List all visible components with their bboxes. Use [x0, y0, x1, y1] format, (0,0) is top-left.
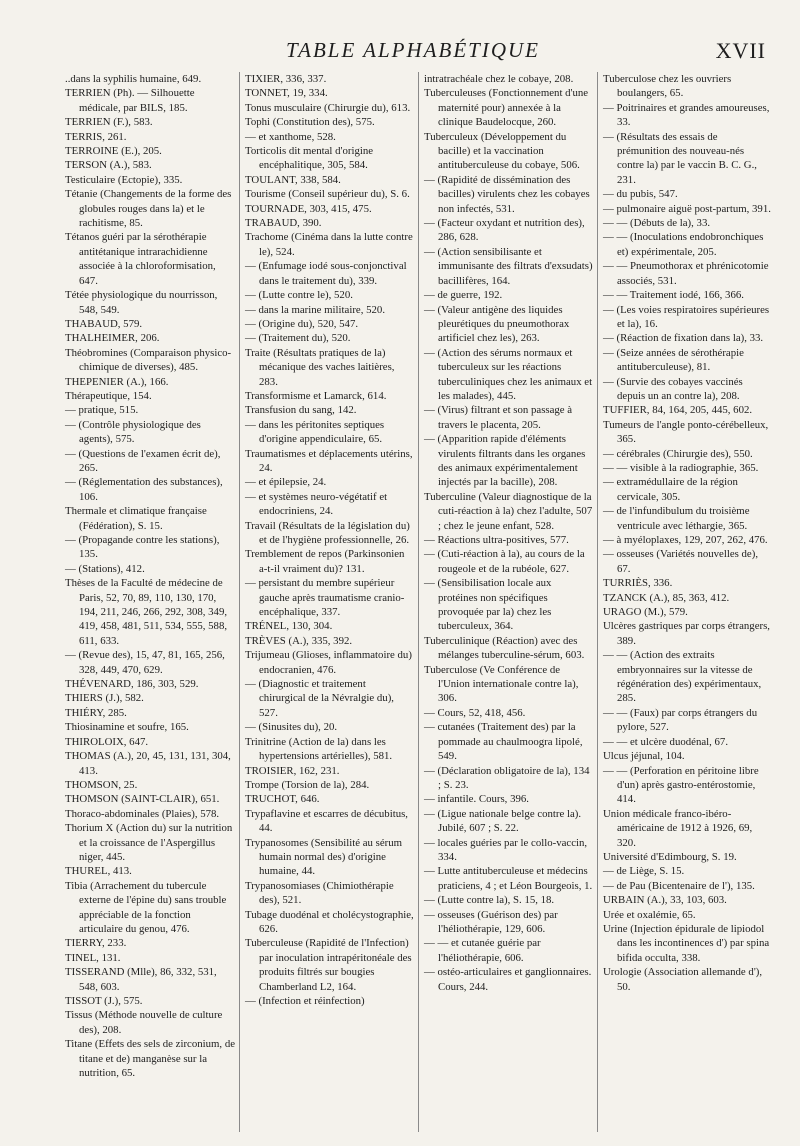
index-entry: Université d'Edimbourg, S. 19.	[603, 850, 737, 863]
index-entry: — du pubis, 547.	[603, 188, 678, 201]
index-entry: Tuberculeuses (Fonctionnement d'une maternité pour) annexée à la clinique Baudelocque, 260.	[424, 87, 589, 129]
index-entry: Tourisme (Conseil supérieur du), S. 6.	[245, 188, 410, 201]
index-entry: Transformisme et Lamarck, 614.	[245, 389, 387, 402]
index-entry: Trypanosomes (Sensibilité au sérum humain normal des) d'origine humaine, 44.	[245, 836, 403, 878]
page-number: XVII	[715, 38, 766, 63]
index-entry: Thermale et climatique française (Fédération), S. 15.	[65, 505, 207, 532]
page-header	[60, 38, 766, 68]
index-entry: THIÉRY, 285.	[65, 706, 127, 719]
index-entry: — (Cuti-réaction à la), au cours de la rougeole et de la rubéole, 627.	[424, 548, 585, 575]
index-entry: Urée et oxalémie, 65.	[603, 908, 696, 921]
index-entry: — cérébrales (Chirurgie des), 550.	[603, 447, 753, 460]
index-entry: Traite (Résultats pratiques de la) mécanique des vaches laitières, 283.	[245, 346, 395, 388]
index-entry: Transfusion du sang, 142.	[245, 404, 357, 417]
index-entry: Tétanos guéri par la sérothérapie antitétanique intrarachidienne associée à la chloroformisation, 647.	[65, 231, 216, 287]
index-entry: Trypaflavine et escarres de décubitus, 44.	[245, 807, 408, 835]
index-entry: Thoraco-abdominales (Plaies), 578.	[65, 807, 220, 820]
index-entry: — (Apparition rapide d'éléments virulents filtrants dans les organes des animaux expérimentalement injectés par la bacille), 208.	[424, 433, 586, 489]
index-entry: THÉVENARD, 186, 303, 529.	[65, 678, 199, 691]
index-entry: — (Réglementation des substances), 106.	[65, 476, 223, 503]
index-entry: — (Propagande contre les stations), 135.	[65, 534, 220, 561]
index-entry: TRÉNEL, 130, 304.	[245, 620, 333, 633]
index-entry: THOMAS (A.), 20, 45, 131, 131, 304, 413.	[65, 750, 231, 777]
index-entry: — (Les voies respiratoires supérieures et la), 16.	[603, 303, 770, 330]
index-entry: URAGO (M.), 579.	[603, 606, 688, 619]
index-entry: Tumeurs de l'angle ponto-cérébelleux, 365.	[603, 418, 769, 446]
index-entry: TZANCK (A.), 85, 363, 412.	[603, 591, 730, 604]
index-entry: — et épilepsie, 24.	[245, 476, 327, 489]
index-entry: TERRIS, 261.	[65, 130, 127, 143]
index-entry: Tonus musculaire (Chirurgie du), 613.	[245, 101, 411, 114]
index-entry: Trompe (Torsion de la), 284.	[245, 778, 370, 791]
index-entry: THEPENIER (A.), 166.	[65, 375, 169, 388]
index-entry: TRÈVES (A.), 335, 392.	[245, 634, 353, 647]
index-entry: — et xanthome, 528.	[245, 130, 336, 143]
index-entry: — — (Action des extraits embryonnaires sur la vitesse de régénération des) expérimentaux, 285.	[603, 649, 762, 705]
index-entry: TOURNADE, 303, 415, 475.	[245, 202, 372, 215]
index-entry: Tuberculinique (Réaction) avec des mélanges tuberculine-sérum, 603.	[424, 634, 585, 662]
index-entry: Tuberculeuse (Rapidité de l'Infection) par inoculation intrapéritonéale des produits filtrés sur bougies Chamberland L2, 164.	[245, 937, 412, 993]
index-column-3	[418, 72, 597, 1132]
index-entry: TOULANT, 338, 584.	[245, 173, 341, 186]
index-entry: THALHEIMER, 206.	[65, 332, 160, 345]
index-entry: THIROLOIX, 647.	[65, 735, 149, 748]
index-entry: THUREL, 413.	[65, 865, 132, 878]
index-entry: Titane (Effets des sels de zirconium, de titane et de) manganèse sur la nutrition, 65.	[65, 1038, 236, 1080]
index-entry: TURRIÈS, 336.	[603, 577, 673, 590]
index-entry: — (Traitement du), 520.	[245, 332, 351, 345]
index-column-1	[60, 72, 239, 1132]
index-entry: Thèses de la Faculté de médecine de Paris, 52, 70, 89, 110, 130, 170, 194, 211, 246, 266, 292, 308, 349, 419, 458, 481, 511, 534, 555, 588, 611, 633.	[65, 577, 228, 647]
index-entry: Tophi (Constitution des), 575.	[245, 116, 375, 129]
index-entry: TIERRY, 233.	[65, 937, 127, 950]
index-entry: — ostéo-articulaires et ganglionnaires. Cours, 244.	[424, 966, 592, 993]
index-entry: — (Seize années de sérothérapie antituberculeuse), 81.	[603, 346, 744, 374]
index-entry: — (Ligue nationale belge contre la). Jubilé, 607 ; S. 22.	[424, 807, 582, 835]
index-entry: THIERS (J.), 582.	[65, 692, 144, 705]
index-entry: — — (Perforation en péritoine libre d'un) après gastro-entérostomie, 414.	[603, 764, 759, 806]
index-entry: — osseuses (Guérison des) par l'héliothérapie, 129, 606.	[424, 908, 558, 935]
index-entry: — (Action sensibilisante et immunisante des filtrats d'exsudats) bacillifères, 164.	[424, 245, 593, 287]
index-entry: — (Diagnostic et traitement chirurgical de la Névralgie du), 527.	[245, 678, 395, 719]
index-entry: ..dans la syphilis humaine, 649.	[65, 73, 202, 85]
index-entry: — dans la marine militaire, 520.	[245, 303, 386, 316]
index-entry: TISSOT (J.), 575.	[65, 995, 143, 1007]
index-entry: — extramédullaire de la région cervicale, 305.	[603, 476, 738, 503]
index-entry: THABAUD, 579.	[65, 317, 143, 330]
index-entry: — persistant du membre supérieur gauche après traumatisme cranio-encéphalique, 337.	[245, 577, 405, 619]
index-entry: — (Stations), 412.	[65, 562, 145, 575]
index-entry: — (Lutte contre la), S. 15, 18.	[424, 894, 555, 907]
index-entry: — — (Inoculations endobronchiques et) expérimentale, 205.	[603, 231, 764, 258]
index-entry: TERRIEN (F.), 583.	[65, 116, 153, 129]
index-entry: — et systèmes neuro-végétatif et endocriniens, 24.	[245, 490, 388, 518]
index-entry: Tétée physiologique du nourrisson, 548, 549.	[65, 289, 218, 316]
index-entry: Trachome (Cinéma dans la lutte contre le), 524.	[245, 231, 413, 258]
index-entry: Torticolis dit mental d'origine encéphalitique, 305, 584.	[245, 145, 374, 172]
index-entry: Urologie (Association allemande d'), 50.	[603, 966, 763, 993]
index-entry: — (Sensibilisation locale aux protéines non spécifiques provoquée par la) chez les tuberculeux, 364.	[424, 577, 552, 633]
index-entry: Ulcus jéjunal, 104.	[603, 750, 685, 763]
index-entry: — (Origine du), 520, 547.	[245, 317, 359, 330]
index-entry: — (Réaction de fixation dans la), 33.	[603, 332, 764, 345]
index-entry: THOMSON (SAINT-CLAIR), 651.	[65, 793, 220, 806]
index-column-2	[239, 72, 418, 1132]
index-entry: — Poitrinaires et grandes amoureuses, 33.	[603, 101, 770, 129]
index-entry: — pulmonaire aiguë post-partum, 391.	[603, 202, 771, 215]
index-entry: — — visible à la radiographie, 365.	[603, 461, 759, 474]
index-entry: — (Sinusites du), 20.	[245, 721, 338, 734]
index-entry: — (Action des sérums normaux et tuberculeux sur les réactions tuberculiniques chez les animaux et les malades), 445.	[424, 346, 593, 402]
index-entry: TUFFIER, 84, 164, 205, 445, 602.	[603, 404, 753, 417]
index-entry: Tubage duodénal et cholécystographie, 626.	[245, 908, 414, 935]
index-entry: intratrachéale chez le cobaye, 208.	[424, 73, 574, 85]
index-entry: Tremblement de repos (Parkinsonien a-t-il vraiment du)? 131.	[245, 548, 405, 575]
index-entry: — dans les péritonites septiques d'origine appendiculaire, 65.	[245, 418, 385, 446]
index-entry: Urine (Injection épidurale de lipiodol dans les incontinences d') par spina bifida occulta, 338.	[603, 922, 770, 964]
index-entry: Traumatismes et déplacements utérins, 24.	[245, 447, 413, 474]
index-entry: — (Revue des), 15, 47, 81, 165, 256, 328, 449, 470, 629.	[65, 649, 225, 676]
index-entry: — (Contrôle physiologique des agents), 575.	[65, 418, 201, 446]
index-entry: — (Lutte contre le), 520.	[245, 289, 353, 302]
index-entry: — Cours, 52, 418, 456.	[424, 706, 526, 719]
index-entry: — pratique, 515.	[65, 404, 139, 417]
index-entry: — de Pau (Bicentenaire de l'), 135.	[603, 879, 755, 892]
index-entry: — — et ulcère duodénal, 67.	[603, 735, 729, 748]
index-entry: TRUCHOT, 646.	[245, 793, 320, 806]
index-entry: — — Pneumothorax et phrénicotomie associés, 531.	[603, 260, 769, 287]
index-entry: URBAIN (A.), 33, 103, 603.	[603, 894, 727, 907]
index-entry: — (Résultats des essais de prémunition des nouveau-nés contre la) par le vaccin B. C. G., 231.	[603, 130, 758, 186]
index-entry: — (Rapidité de dissémination des bacilles) virulents chez les cobayes non infectés, 531.	[424, 173, 590, 215]
index-entry: Thorium X (Action du) sur la nutrition et la croissance de l'Aspergillus niger, 445.	[65, 822, 233, 863]
index-entry: Thérapeutique, 154.	[65, 389, 152, 402]
index-entry: — de guerre, 192.	[424, 289, 503, 302]
index-entry: Testiculaire (Ectopie), 335.	[65, 173, 183, 186]
index-entry: — de Liège, S. 15.	[603, 865, 685, 878]
index-entry: — (Enfumage iodé sous-conjonctival dans le traitement du), 339.	[245, 260, 407, 287]
index-entry: — locales guéries par le collo-vaccin, 334.	[424, 836, 588, 863]
index-entry: Trinitrine (Action de la) dans les hypertensions artérielles), 581.	[245, 735, 393, 763]
index-entry: Travail (Résultats de la législation du) et de l'hygiène professionnelle, 26.	[245, 519, 410, 546]
index-entry: Union médicale franco-ibéro-américaine de 1912 à 1926, 69, 320.	[603, 807, 753, 849]
index-entry: — — (Débuts de la), 33.	[603, 217, 711, 230]
index-entry: — infantile. Cours, 396.	[424, 793, 529, 806]
index-entry: Tuberculine (Valeur diagnostique de la cuti-réaction à la) chez l'adulte, 507 ; chez le jeune enfant, 528.	[424, 490, 593, 532]
index-entry: — (Valeur antigène des liquides pleurétiques du pneumothorax artificiel chez les), 263.	[424, 303, 570, 345]
index-entry: — — (Faux) par corps étrangers du pylore, 527.	[603, 706, 758, 734]
index-entry: — (Questions de l'examen écrit de), 265.	[65, 447, 221, 474]
index-entry: Ulcères gastriques par corps étrangers, 389.	[603, 620, 770, 647]
index-entry: TINEL, 131.	[65, 951, 121, 964]
index-entry: — de l'infundibulum du troisième ventricule avec léthargie, 365.	[603, 505, 750, 532]
index-entry: Tuberculeux (Développement du bacille) et la vaccination antituberculeuse du cobaye, 506.	[424, 130, 580, 172]
index-entry: TROISIER, 162, 231.	[245, 764, 340, 777]
index-column-4	[597, 72, 776, 1132]
index-entry: Trijumeau (Glioses, inflammatoire du) endocranien, 476.	[245, 649, 412, 676]
index-entry: TIXIER, 336, 337.	[245, 73, 327, 85]
index-entry: Thiosinamine et soufre, 165.	[65, 721, 189, 734]
index-entry: — (Virus) filtrant et son passage à travers le placenta, 205.	[424, 404, 573, 431]
index-entry: — — et cutanée guérie par l'héliothérapie, 606.	[424, 937, 541, 964]
index-entry: — (Infection et réinfection)	[245, 995, 365, 1007]
index-entry: Trypanosomiases (Chimiothérapie des), 521.	[245, 879, 394, 907]
index-entry: Tibia (Arrachement du tubercule externe de l'épine du) sans trouble appréciable de la fonction articulaire du genou, 476.	[65, 879, 227, 935]
index-entry: Tuberculose (Ve Conférence de l'Union internationale contre la), 306.	[424, 663, 579, 705]
index-entry: — (Facteur oxydant et nutrition des), 286, 628.	[424, 217, 585, 244]
index-entry: Théobromines (Comparaison physico-chimique de diverses), 485.	[65, 346, 232, 374]
index-entry: THOMSON, 25.	[65, 778, 138, 791]
index-entry: — Lutte antituberculeuse et médecins praticiens, 4 ; et Léon Bourgeois, 1.	[424, 865, 593, 892]
index-entry: TERROINE (E.), 205.	[65, 145, 162, 158]
index-entry: TRABAUD, 390.	[245, 217, 322, 230]
index-entry: — Réactions ultra-positives, 577.	[424, 534, 569, 546]
index-entry: Tuberculose chez les ouvriers boulangers, 65.	[603, 73, 732, 100]
index-entry: — — Traitement iodé, 166, 366.	[603, 289, 744, 302]
page-title: TABLE ALPHABÉTIQUE	[286, 38, 540, 62]
index-columns	[60, 72, 776, 1132]
index-entry: Tétanie (Changements de la forme des globules rouges dans la) et le rachitisme, 85.	[65, 188, 232, 230]
index-entry: TERRIEN (Ph). — Silhouette médicale, par BILS, 185.	[65, 87, 195, 114]
index-entry: — osseuses (Variétés nouvelles de), 67.	[603, 548, 759, 575]
index-entry: TERSON (A.), 583.	[65, 159, 152, 172]
index-entry: — à myéloplaxes, 129, 207, 262, 476.	[603, 534, 768, 546]
index-entry: Tissus (Méthode nouvelle de culture des), 208.	[65, 1009, 223, 1036]
index-entry: — (Déclaration obligatoire de la), 134 ; S. 23.	[424, 764, 590, 791]
index-entry: — (Survie des cobayes vaccinés depuis un an contre la), 208.	[603, 375, 743, 402]
index-entry: TISSERAND (Mlle), 86, 332, 531, 548, 603.	[65, 966, 217, 993]
index-entry: — cutanées (Traitement des) par la pommade au chaulmoogra lipolé, 549.	[424, 721, 583, 763]
index-entry: TONNET, 19, 334.	[245, 87, 328, 100]
